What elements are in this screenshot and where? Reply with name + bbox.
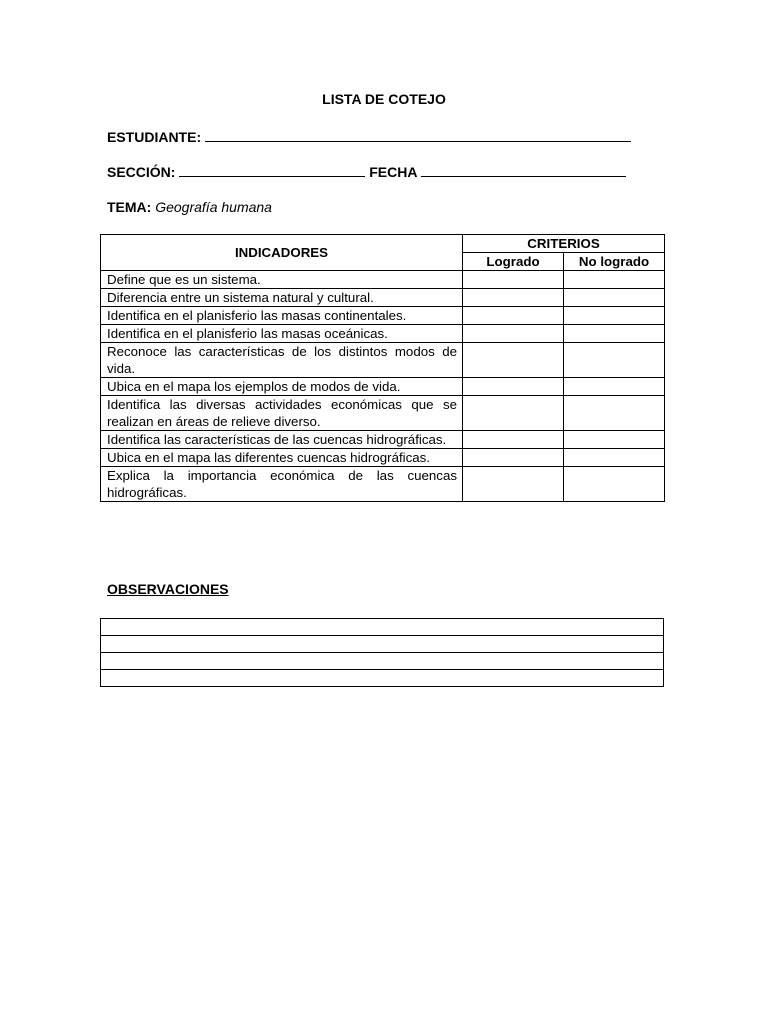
checklist-table xyxy=(100,234,665,502)
logrado-cell[interactable] xyxy=(463,467,564,502)
observaciones-heading: OBSERVACIONES xyxy=(107,581,229,597)
no-logrado-cell[interactable] xyxy=(564,289,665,307)
indicator-text: Diferencia entre un sistema natural y cultural. xyxy=(101,289,463,307)
observaciones-box xyxy=(100,618,664,687)
indicator-text: Identifica en el planisferio las masas continentales. xyxy=(101,307,463,325)
tema-label: TEMA: xyxy=(107,199,152,215)
table-row xyxy=(101,325,665,343)
no-logrado-cell[interactable] xyxy=(564,396,665,431)
table-row xyxy=(101,289,665,307)
seccion-fecha-field xyxy=(107,161,626,181)
no-logrado-cell[interactable] xyxy=(564,271,665,289)
criterios-header: CRITERIOS xyxy=(463,235,665,253)
no-logrado-cell[interactable] xyxy=(564,378,665,396)
no-logrado-header: No logrado xyxy=(564,253,665,271)
indicator-text: Identifica las características de las cuencas hidrográficas. xyxy=(101,431,463,449)
no-logrado-cell[interactable] xyxy=(564,449,665,467)
no-logrado-cell[interactable] xyxy=(564,431,665,449)
logrado-cell[interactable] xyxy=(463,271,564,289)
logrado-cell[interactable] xyxy=(463,431,564,449)
logrado-cell[interactable] xyxy=(463,449,564,467)
fecha-label: FECHA xyxy=(369,164,417,180)
indicator-text: Reconoce las características de los distintos modos de vida. xyxy=(101,343,463,378)
indicator-text: Define que es un sistema. xyxy=(101,271,463,289)
no-logrado-cell[interactable] xyxy=(564,467,665,502)
logrado-cell[interactable] xyxy=(463,378,564,396)
logrado-cell[interactable] xyxy=(463,325,564,343)
logrado-cell[interactable] xyxy=(463,289,564,307)
logrado-cell[interactable] xyxy=(463,343,564,378)
estudiante-field xyxy=(107,126,631,146)
indicator-text: Identifica en el planisferio las masas oceánicas. xyxy=(101,325,463,343)
table-row xyxy=(101,378,665,396)
observaciones-line[interactable] xyxy=(101,670,663,686)
seccion-label: SECCIÓN: xyxy=(107,164,176,180)
estudiante-label: ESTUDIANTE: xyxy=(107,129,202,145)
observaciones-line[interactable] xyxy=(101,636,663,653)
seccion-blank-line[interactable] xyxy=(179,161,365,177)
estudiante-blank-line[interactable] xyxy=(205,126,631,142)
observaciones-line[interactable] xyxy=(101,653,663,670)
logrado-header: Logrado xyxy=(463,253,564,271)
table-row xyxy=(101,467,665,502)
table-row xyxy=(101,396,665,431)
observaciones-line[interactable] xyxy=(101,619,663,636)
table-row xyxy=(101,431,665,449)
indicadores-header: INDICADORES xyxy=(101,235,463,271)
logrado-cell[interactable] xyxy=(463,396,564,431)
no-logrado-cell[interactable] xyxy=(564,307,665,325)
indicator-text: Explica la importancia económica de las cuencas hidrográficas. xyxy=(101,467,463,502)
fecha-blank-line[interactable] xyxy=(421,161,626,177)
no-logrado-cell[interactable] xyxy=(564,325,665,343)
indicator-text: Ubica en el mapa los ejemplos de modos de vida. xyxy=(101,378,463,396)
table-row xyxy=(101,449,665,467)
tema-value: Geografía humana xyxy=(155,199,272,215)
tema-field xyxy=(107,197,272,217)
table-row xyxy=(101,271,665,289)
document-title: LISTA DE COTEJO xyxy=(322,91,446,107)
table-row xyxy=(101,343,665,378)
indicator-text: Identifica las diversas actividades económicas que se realizan en áreas de relieve diverso. xyxy=(101,396,463,431)
logrado-cell[interactable] xyxy=(463,307,564,325)
indicator-text: Ubica en el mapa las diferentes cuencas hidrográficas. xyxy=(101,449,463,467)
table-row xyxy=(101,307,665,325)
no-logrado-cell[interactable] xyxy=(564,343,665,378)
